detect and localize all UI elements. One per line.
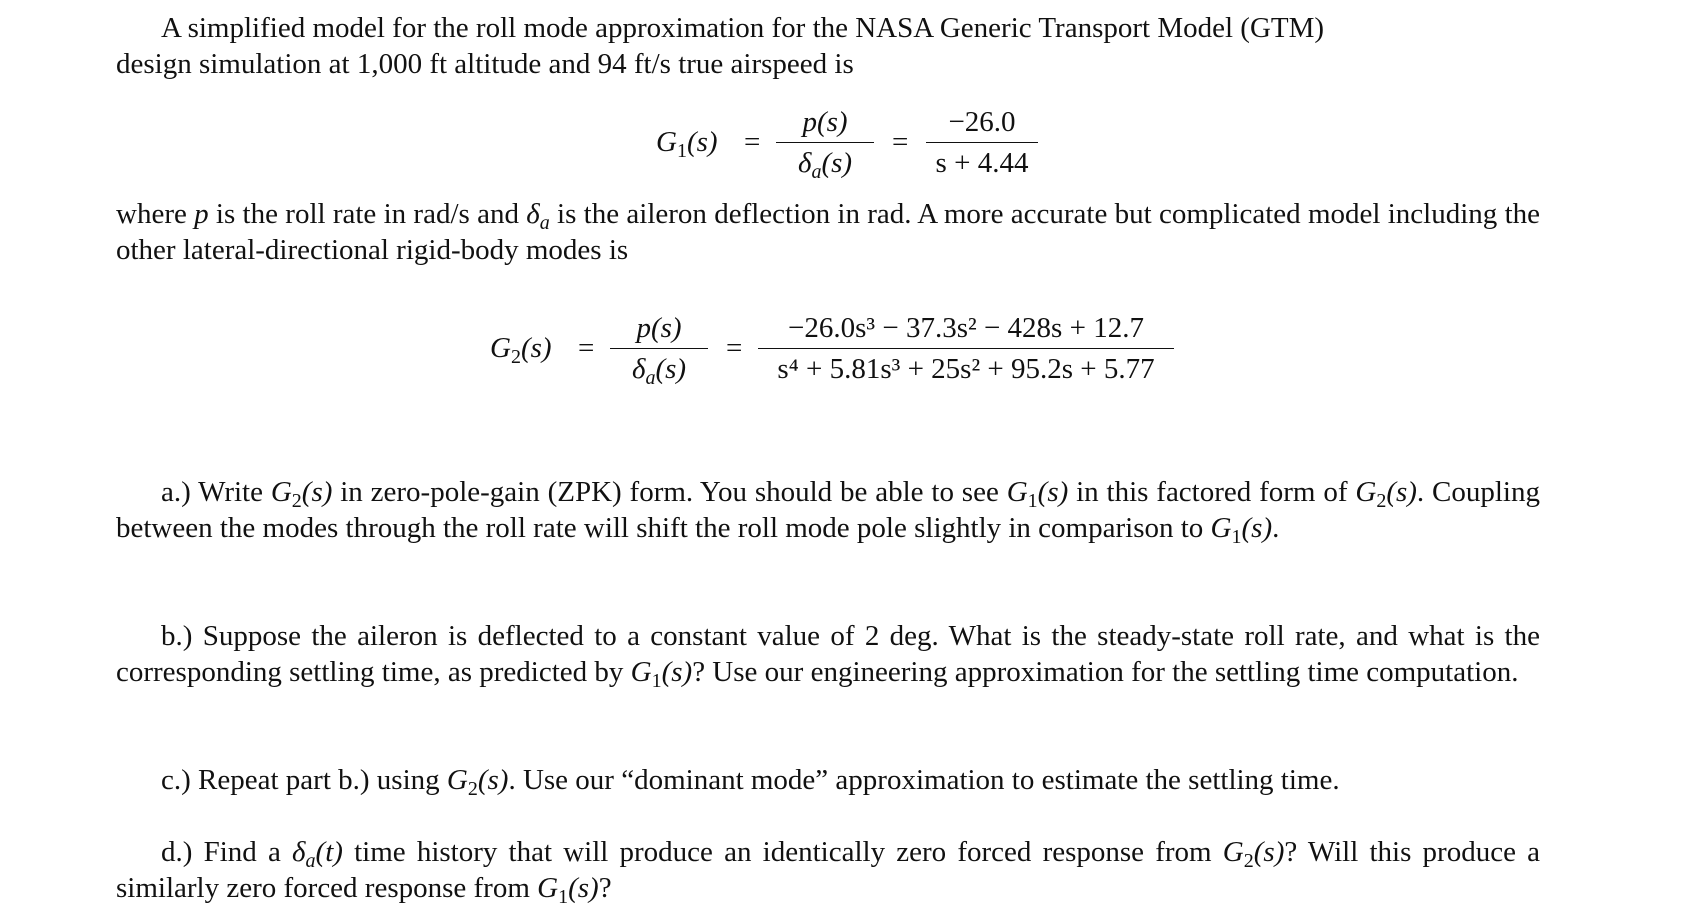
question-c: c.) Repeat part b.) using $G_2(s)$. Use our “dominant mode” approximation to estimate the settling time. — [161, 764, 1340, 800]
question-c-label: c.) — [161, 764, 191, 796]
g1-ratio-numerator: p(s) — [802, 106, 848, 138]
question-a-label: a.) — [161, 476, 191, 508]
equals-sign: = — [744, 126, 761, 158]
g1-tf-denominator: s + 4.44 — [935, 147, 1029, 179]
where-paragraph: where p is the roll rate in rad/s and $\delta_a$ is the aileron deflection in rad. A more accurate but complicated model including the other lateral-directional rigid-body modes is — [116, 198, 1540, 266]
g2-tf-fraction — [758, 310, 1174, 387]
equation-g2 — [116, 312, 1540, 392]
g1-lhs: $G_1(s)$ — [656, 126, 718, 162]
equals-sign: = — [578, 332, 595, 364]
question-d-label: d.) — [161, 836, 193, 868]
g2-tf-denominator: s⁴ + 5.81s³ + 25s² + 95.2s + 5.77 — [777, 353, 1155, 385]
g2-tf-numerator: −26.0s³ − 37.3s² − 428s + 12.7 — [788, 312, 1144, 344]
g2-ratio-fraction — [610, 310, 708, 387]
equals-sign: = — [726, 332, 743, 364]
g1-tf-numerator: −26.0 — [948, 106, 1016, 138]
g1-ratio-denominator: $\delta_a(s)$ — [797, 147, 853, 183]
g1-ratio-fraction — [776, 104, 874, 181]
equals-sign: = — [892, 126, 909, 158]
g2-ratio-numerator: p(s) — [636, 312, 682, 344]
question-b-label: b.) — [161, 620, 193, 652]
equation-g1 — [116, 108, 1540, 188]
g2-lhs: $G_2(s)$ — [490, 332, 552, 368]
question-a: a.) Write $G_2(s)$ in zero-pole-gain (ZPK) form. You should be able to see $G_1(s)$ in this factored form of $G_2(s)$. Coupling between the modes through the roll rate will shift the roll mode pole slightly in comparison to $G_1(s)$. — [116, 476, 1540, 548]
question-d: d.) Find a $\delta_a(t)$ time history that will produce an identically zero forced response from $G_2(s)$? Will this produce a similarly zero forced response from $G_1(s)$? — [116, 836, 1540, 908]
g2-ratio-denominator: $\delta_a(s)$ — [631, 353, 687, 389]
question-b: b.) Suppose the aileron is deflected to a constant value of 2 deg. What is the steady-state roll rate, and what is the corresponding settling time, as predicted by $G_1(s)$? Use our engineering approximation for the settling time computation. — [116, 620, 1540, 692]
intro-line-1: A simplified model for the roll mode approximation for the NASA Generic Transport Model (GTM) — [161, 12, 1325, 44]
g1-tf-fraction — [926, 104, 1038, 181]
intro-line-2: design simulation at 1,000 ft altitude and 94 ft/s true airspeed is — [116, 48, 854, 80]
intro-paragraph — [116, 10, 1540, 82]
